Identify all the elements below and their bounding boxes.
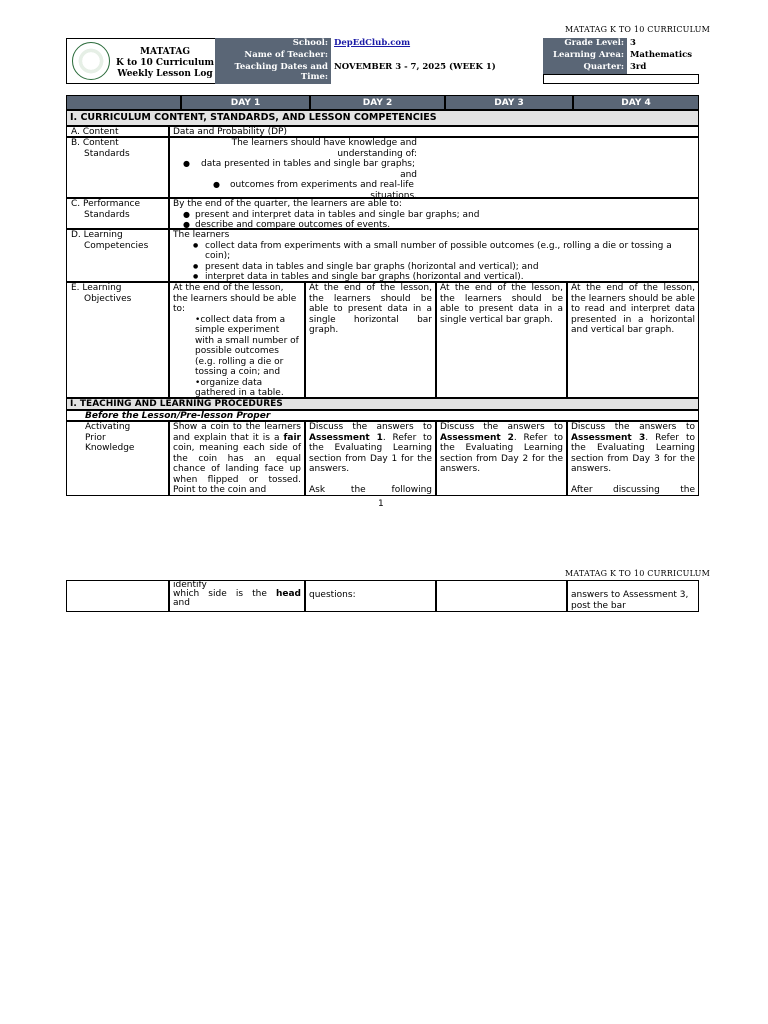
- subsection-title: Before the Lesson/Pre-lesson Proper: [66, 410, 699, 421]
- activating-day1-bold: fair: [283, 432, 301, 443]
- activating-day2: [305, 421, 436, 496]
- area-label: Learning Area:: [543, 50, 627, 62]
- day-header-blank: [66, 95, 181, 110]
- learning-competencies-item: ● • interpret data in tables and single bar graphs (horizontal and vertical).: [173, 272, 695, 282]
- teacher-label: Name of Teacher:: [215, 50, 331, 62]
- learning-objectives-day1-list: [173, 315, 301, 399]
- learning-objectives-label-line2: Objectives: [84, 293, 132, 304]
- activating-label: [66, 421, 169, 496]
- content-standards-item-2-cont: situations.: [370, 190, 417, 198]
- activating-day4: [567, 421, 699, 496]
- learning-objectives-day4: At the end of the lesson, the learners should be able to read and interpret data presented in a horizontal and vertical bar graph.: [567, 282, 699, 398]
- page2-day1-line2: [173, 590, 301, 599]
- page-number: 1: [378, 499, 384, 509]
- content-standards-label-line1: B. Content: [71, 138, 119, 148]
- activating-day4-pre: Discuss the answers to: [571, 422, 695, 432]
- school-value: [331, 38, 543, 50]
- performance-standards-label-line2: Standards: [84, 209, 130, 220]
- page2-day3: [436, 580, 567, 612]
- performance-standards-label: [66, 198, 169, 229]
- activating-day2-extra: Ask the following: [309, 484, 432, 495]
- content-standards-item-2-text: outcomes from experiments and real-life: [230, 180, 414, 190]
- header-title-1: MATATAG: [139, 47, 191, 57]
- page2-day1-line1: identify: [173, 580, 207, 590]
- learning-competencies-item: ● • present data in tables and single bar graphs (horizontal and vertical); and: [173, 262, 695, 273]
- deped-seal-logo: [72, 42, 110, 80]
- learning-competencies-intro: The learners: [173, 230, 230, 240]
- activating-day4-post: . Refer to the Evaluating Learning section from Day 3 for the answers.: [571, 432, 695, 474]
- activating-day1: [169, 421, 305, 496]
- activating-day2-post: . Refer to the Evaluating Learning section from Day 1 for the answers.: [309, 432, 432, 474]
- activating-day3: [436, 421, 567, 496]
- activating-day1-post: coin, meaning each side of the coin has an equal chance of landing face up when flipped or tossed. Point to the coin and: [173, 443, 301, 495]
- page2-day1: [169, 580, 305, 612]
- activating-day3-post: . Refer to the Evaluating Learning section from Day 2 for the answers.: [440, 432, 563, 474]
- learning-objectives-day1-item: • collect data from a simple experiment with a small number of possible outcomes (e.g. rolling a die or tossing a coin; and: [173, 315, 301, 378]
- learning-objectives-day2: At the end of the lesson, the learners should be able to present data in a single horizontal bar graph.: [305, 282, 436, 398]
- curriculum-tag: MATATAG K TO 10 CURRICULUM: [565, 25, 711, 34]
- performance-standards-item: ● present and interpret data in tables and single bar graphs; and: [173, 210, 695, 221]
- day-header-3: DAY 3: [445, 95, 573, 110]
- learning-objectives-day1: [169, 282, 305, 398]
- activating-label-line2: Prior: [85, 432, 106, 443]
- quarter-value: 3rd: [627, 62, 699, 74]
- header-blank-cell: [543, 74, 699, 84]
- content-standards-label: [66, 137, 169, 198]
- content-standards-item-2: [173, 180, 695, 191]
- page2-day2: questions:: [305, 580, 436, 612]
- learning-objectives-day1-intro: At the end of the lesson, the learners should be able to:: [173, 283, 297, 314]
- learning-competencies-value: [169, 229, 699, 282]
- activating-day4-bold: Assessment 3: [571, 432, 646, 443]
- header-title-3: Weekly Lesson Log: [117, 69, 213, 79]
- grade-value: 3: [627, 38, 699, 50]
- quarter-label: Quarter:: [543, 62, 627, 74]
- dates-value: NOVEMBER 3 - 7, 2025 (WEEK 1): [331, 62, 543, 84]
- dates-label-line1: Teaching Dates and: [234, 62, 328, 72]
- content-standards-intro2: understanding of:: [337, 148, 417, 159]
- content-standards-item-1-cont: and: [400, 169, 417, 180]
- activating-label-line3: Knowledge: [85, 443, 135, 453]
- curriculum-tag-page2: MATATAG K TO 10 CURRICULUM: [565, 569, 711, 578]
- section-1-title: I. CURRICULUM CONTENT, STANDARDS, AND LESSON COMPETENCIES: [66, 110, 699, 126]
- day-header-4: DAY 4: [573, 95, 699, 110]
- content-value: Data and Probability (DP): [169, 126, 699, 137]
- school-link[interactable]: DepEdClub.com: [334, 38, 411, 48]
- performance-standards-list: [173, 210, 695, 230]
- page2-day4: answers to Assessment 3, post the bar: [567, 580, 699, 612]
- learning-objectives-day3: At the end of the lesson, the learners should be able to present data in a single vertical bar graph.: [436, 282, 567, 398]
- performance-standards-intro: By the end of the quarter, the learners are able to:: [173, 199, 402, 209]
- day-header-1: DAY 1: [181, 95, 310, 110]
- performance-standards-item: ● describe and compare outcomes of events.: [173, 220, 695, 229]
- learning-objectives-label: [66, 282, 169, 398]
- performance-standards-label-line1: C. Performance: [71, 199, 141, 209]
- content-standards-item-1: [173, 159, 695, 170]
- activating-day4-extra: After discussing the: [571, 484, 695, 495]
- school-label: School:: [215, 38, 331, 50]
- bullet-icon: ●: [183, 159, 190, 168]
- content-standards-value: [169, 137, 699, 198]
- activating-label-line1: Activating: [85, 422, 131, 432]
- page2-day1-line2-pre: which side is the: [173, 589, 276, 599]
- learning-competencies-label: [66, 229, 169, 282]
- activating-day2-bold: Assessment 1: [309, 432, 383, 443]
- bullet-icon: ●: [213, 180, 220, 189]
- learning-objectives-day1-item: • organize data gathered in a table.: [173, 378, 301, 399]
- activating-day2-pre: Discuss the answers to: [309, 422, 432, 432]
- page2-label-cell: [66, 580, 169, 612]
- learning-competencies-list: [173, 241, 695, 283]
- activating-day1-pre: Show a coin to the learners and explain that it is a: [173, 422, 301, 443]
- header-title: [115, 47, 215, 80]
- content-standards-intro1: The learners should have knowledge and: [231, 138, 417, 148]
- performance-standards-value: [169, 198, 699, 229]
- day-header-2: DAY 2: [310, 95, 445, 110]
- content-standards-label-line2: Standards: [84, 148, 130, 159]
- page2-day1-line3: and: [173, 598, 190, 608]
- content-standards-item-1-text: data presented in tables and single bar graphs;: [201, 159, 416, 169]
- dates-label-line2: Time:: [300, 72, 328, 82]
- activating-day3-pre: Discuss the answers to: [440, 422, 563, 432]
- activating-day3-bold: Assessment 2: [440, 432, 514, 443]
- learning-competencies-label-line1: D. Learning: [71, 230, 123, 240]
- teacher-value: [331, 50, 543, 62]
- grade-label: Grade Level:: [543, 38, 627, 50]
- learning-objectives-label-line1: E. Learning: [71, 283, 122, 293]
- section-2-title: I. TEACHING AND LEARNING PROCEDURES: [66, 398, 699, 410]
- learning-competencies-label-line2: Competencies: [84, 240, 149, 251]
- page2-day1-line2-bold: head: [275, 589, 301, 599]
- content-label: A. Content: [66, 126, 169, 137]
- dates-label: [215, 62, 331, 84]
- learning-competencies-item: ● • collect data from experiments with a small number of possible outcomes (e.g., rolling a die or tossing a coin);: [173, 241, 695, 262]
- area-value: Mathematics: [627, 50, 699, 62]
- header-title-2: K to 10 Curriculum: [115, 58, 215, 68]
